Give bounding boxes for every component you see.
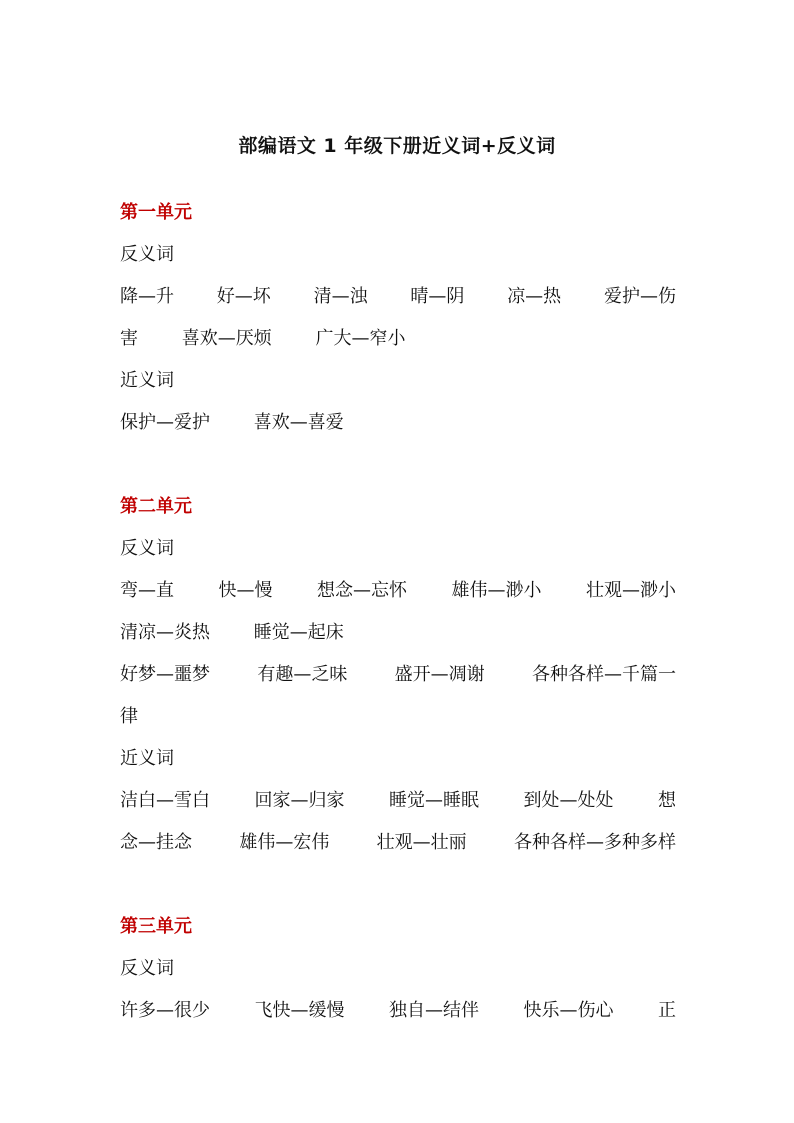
word-pair: 好—坏 [216,286,271,307]
word-pair: 飞快—缓慢 [254,1000,345,1021]
unit-heading: 第二单元 [120,496,192,517]
antonym-label: 反义词 [120,958,174,979]
word-pair: 清凉—炎热 [120,622,210,643]
word-pair: 睡觉—起床 [253,622,344,643]
word-pair: 念—挂念 [120,832,192,853]
word-pair: 快乐—伤心 [523,1000,614,1021]
word-pair: 到处—处处 [523,790,614,811]
word-pair-line [120,696,676,738]
word-pair: 各种各样—多种多样 [513,832,676,853]
unit-2-section [120,486,676,864]
word-pair: 保护—爱护 [120,412,210,433]
word-pair-line [120,402,676,444]
word-pair: 壮观—壮丽 [376,832,467,853]
word-pair: 独自—结伴 [389,1000,479,1021]
word-pair: 想 [658,790,676,811]
word-pair: 喜欢—喜爱 [253,412,344,433]
word-pair: 回家—归家 [254,790,345,811]
word-pair: 睡觉—睡眠 [389,790,479,811]
word-pair-line [120,318,676,360]
word-pair: 雄伟—宏伟 [239,832,330,853]
word-pair: 凉—热 [507,286,562,307]
word-pair: 弯—直 [120,580,174,601]
word-pair: 有趣—乏味 [257,664,348,685]
unit-heading: 第三单元 [120,916,192,937]
synonym-label: 近义词 [120,748,174,769]
word-pair: 降—升 [120,286,174,307]
word-pair-line [120,276,676,318]
word-pair: 清—浊 [313,286,368,307]
word-pair: 想念—忘怀 [317,580,407,601]
word-pair: 雄伟—渺小 [451,580,542,601]
word-pair: 各种各样—千篇一 [531,664,676,685]
word-pair-line [120,990,676,1032]
word-pair-line [120,822,676,864]
word-pair-line [120,570,676,612]
document-body [120,192,676,1032]
word-pair: 律 [120,706,138,727]
word-pair: 许多—很少 [120,1000,210,1021]
word-pair: 洁白—雪白 [120,790,210,811]
antonym-label: 反义词 [120,244,174,265]
word-pair: 爱护—伤 [603,286,676,307]
synonym-label: 近义词 [120,370,174,391]
word-pair-line [120,612,676,654]
word-pair: 盛开—凋谢 [394,664,485,685]
word-pair: 壮观—渺小 [586,580,676,601]
word-pair: 正 [658,1000,676,1021]
unit-1-section [120,192,676,444]
word-pair: 快—慢 [218,580,273,601]
antonym-label: 反义词 [120,538,174,559]
word-pair: 害 [120,328,138,349]
unit-3-section [120,906,676,1032]
unit-heading: 第一单元 [120,202,192,223]
word-pair-line [120,654,676,696]
word-pair-line [120,780,676,822]
word-pair: 好梦—噩梦 [120,664,210,685]
word-pair: 喜欢—厌烦 [181,328,272,349]
word-pair: 晴—阴 [410,286,465,307]
document-title: 部编语文 1 年级下册近义词+反义词 [238,135,556,157]
word-pair: 广大—窄小 [315,328,406,349]
